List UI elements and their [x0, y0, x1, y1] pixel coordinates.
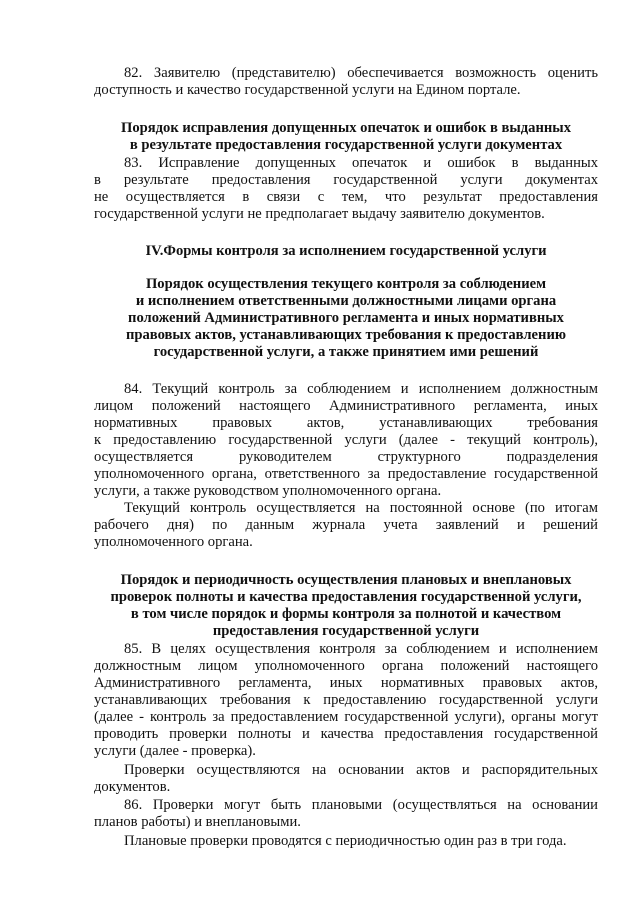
section-heading-current-control: правовых актов, устанавливающих требования к предоставлению [125, 327, 567, 343]
section-title-iv: IV.Формы контроля за исполнением государственной услуги [145, 243, 547, 259]
paragraph-84b-line: Текущий контроль осуществляется на постоянной основе (по итогам [124, 500, 598, 516]
paragraph-82-line: доступность и качество государственной услуги на Едином портале. [94, 82, 521, 98]
paragraph-84-line: осуществляется руководителем структурного подразделения [94, 449, 598, 465]
paragraph-83-line: государственной услуги не предполагает выдачу заявителю документов. [94, 206, 545, 222]
paragraph-84-line: услуги, а также руководством уполномоченного органа. [94, 483, 442, 499]
paragraph-83-line: в результате предоставления государственной услуги документах [94, 172, 598, 188]
paragraph-84-line: к предоставлению государственной услуги (далее - текущий контроль), [94, 432, 598, 448]
paragraph-85-line: услуги (далее - проверка). [94, 743, 256, 759]
section-heading-checks: в том числе порядок и формы контроля за полнотой и качеством [130, 606, 562, 622]
paragraph-84-line: 84. Текущий контроль за соблюдением и исполнением должностным [124, 381, 598, 397]
section-heading-corrections: в результате предоставления государственной услуги документах [129, 137, 563, 153]
paragraph-84-line: лицом положений настоящего Административного регламента, иных [94, 398, 598, 414]
paragraph-85-line: должностным лицом уполномоченного органа положений настоящего [94, 658, 598, 674]
paragraph-85-line: проводить проверки полноты и качества предоставления государственной [94, 726, 598, 742]
paragraph-85-line: устанавливающих требования к предоставлению государственной услуги [94, 692, 598, 708]
paragraph-83-line: не осуществляется в связи с тем, что результат предоставления [94, 189, 598, 205]
paragraph-85-line: (далее - контроль за предоставлением государственной услуги), органы могут [94, 709, 598, 725]
paragraph-86-line: 86. Проверки могут быть плановыми (осуществляться на основании [124, 797, 598, 813]
paragraph-86b-line: Плановые проверки проводятся с периодичностью один раз в три года. [124, 833, 567, 849]
section-heading-corrections: Порядок исправления допущенных опечаток и ошибок в выданных [121, 120, 571, 136]
paragraph-84b-line: рабочего дня) по данным журнала учета заявлений и решений [94, 517, 598, 533]
paragraph-85b-line: документов. [94, 779, 171, 795]
paragraph-82-line: 82. Заявителю (представителю) обеспечивается возможность оценить [124, 65, 598, 81]
section-heading-current-control: Порядок осуществления текущего контроля за соблюдением [145, 276, 547, 292]
paragraph-85-line: 85. В целях осуществления контроля за соблюдением и исполнением [124, 641, 598, 657]
paragraph-84-line: нормативных правовых актов, устанавливающих требования [94, 415, 598, 431]
paragraph-85b-line: Проверки осуществляются на основании актов и распорядительных [124, 762, 598, 778]
paragraph-85-line: Административного регламента, иных нормативных правовых актов, [94, 675, 598, 691]
paragraph-83-line: 83. Исправление допущенных опечаток и ошибок в выданных [124, 155, 598, 171]
paragraph-84b-line: уполномоченного органа. [94, 534, 253, 550]
paragraph-86-line: планов работы) и внеплановыми. [94, 814, 301, 830]
section-heading-current-control: положений Административного регламента и иных нормативных [128, 310, 564, 326]
section-heading-checks: проверок полноты и качества предоставления государственной услуги, [110, 589, 582, 605]
section-heading-current-control: и исполнением ответственными должностными лицами органа [135, 293, 557, 309]
paragraph-84-line: уполномоченного органа, ответственного за предоставление государственной [94, 466, 598, 482]
section-heading-checks: предоставления государственной услуги [212, 623, 480, 639]
section-heading-checks: Порядок и периодичность осуществления плановых и внеплановых [120, 572, 572, 588]
section-heading-current-control: государственной услуги, а также принятием ими решений [153, 344, 539, 360]
